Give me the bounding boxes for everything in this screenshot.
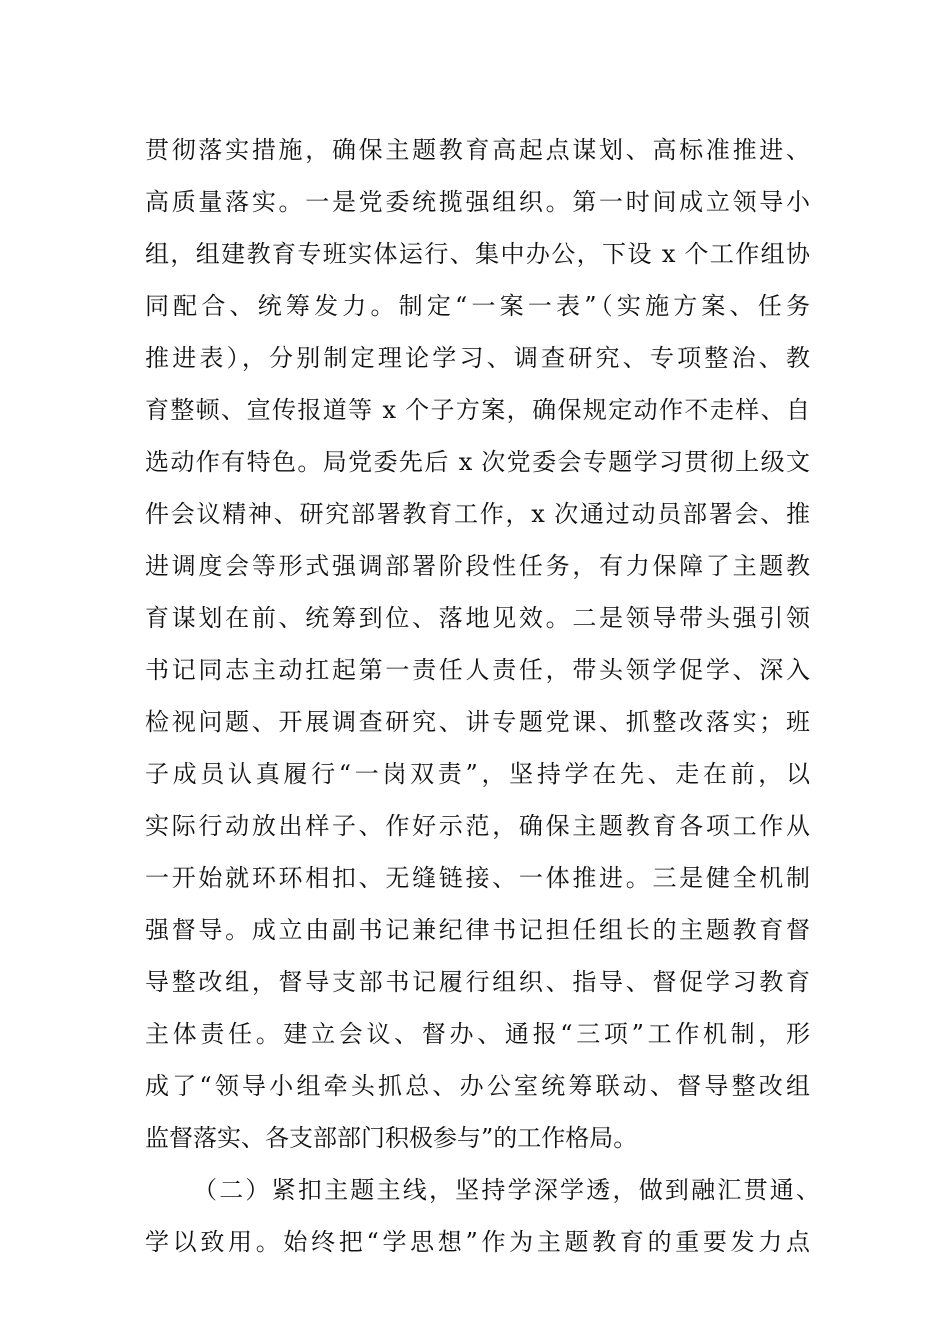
paragraph-line: 学以致用。始终把“学思想”作为主题教育的重要发力点	[145, 1228, 810, 1256]
paragraph-line: 主体责任。建立会议、督办、通报“三项”工作机制，形	[145, 1020, 810, 1048]
paragraph-line: 检视问题、开展调查研究、讲专题党课、抓整改落实；班	[145, 708, 810, 736]
paragraph-line: 同配合、统筹发力。制定“一案一表”（实施方案、任务	[145, 292, 810, 320]
paragraph-line: 子成员认真履行“一岗双责”，坚持学在先、走在前，以	[145, 760, 810, 788]
paragraph-line: 育谋划在前、统筹到位、落地见效。二是领导带头强引领	[145, 604, 810, 632]
paragraph-line: 实际行动放出样子、作好示范，确保主题教育各项工作从	[145, 812, 810, 840]
section-heading-line: （二）紧扣主题主线，坚持学深学透，做到融汇贯通、	[193, 1176, 820, 1204]
paragraph-line: 选动作有特色。局党委先后 x 次党委会专题学习贯彻上级文	[145, 448, 810, 476]
paragraph-line: 贯彻落实措施，确保主题教育高起点谋划、高标准推进、	[145, 136, 810, 164]
paragraph-line: 成了“领导小组牵头抓总、办公室统筹联动、督导整改组	[145, 1072, 810, 1100]
paragraph-line: 强督导。成立由副书记兼纪律书记担任组长的主题教育督	[145, 916, 810, 944]
paragraph-line: 组，组建教育专班实体运行、集中办公，下设 x 个工作组协	[145, 240, 810, 268]
paragraph-line: 监督落实、各支部部门积极参与”的工作格局。	[145, 1124, 638, 1152]
paragraph-line: 进调度会等形式强调部署阶段性任务，有力保障了主题教	[145, 552, 810, 580]
paragraph-line: 一开始就环环相扣、无缝链接、一体推进。三是健全机制	[145, 864, 810, 892]
paragraph-line: 高质量落实。一是党委统揽强组织。第一时间成立领导小	[145, 188, 810, 216]
paragraph-line: 推进表），分别制定理论学习、调查研究、专项整治、教	[145, 344, 810, 372]
paragraph-line: 育整顿、宣传报道等 x 个子方案，确保规定动作不走样、自	[145, 396, 810, 424]
paragraph-line: 导整改组，督导支部书记履行组织、指导、督促学习教育	[145, 968, 810, 996]
paragraph-line: 书记同志主动扛起第一责任人责任，带头领学促学、深入	[145, 656, 810, 684]
paragraph-line: 件会议精神、研究部署教育工作，x 次通过动员部署会、推	[145, 500, 810, 528]
